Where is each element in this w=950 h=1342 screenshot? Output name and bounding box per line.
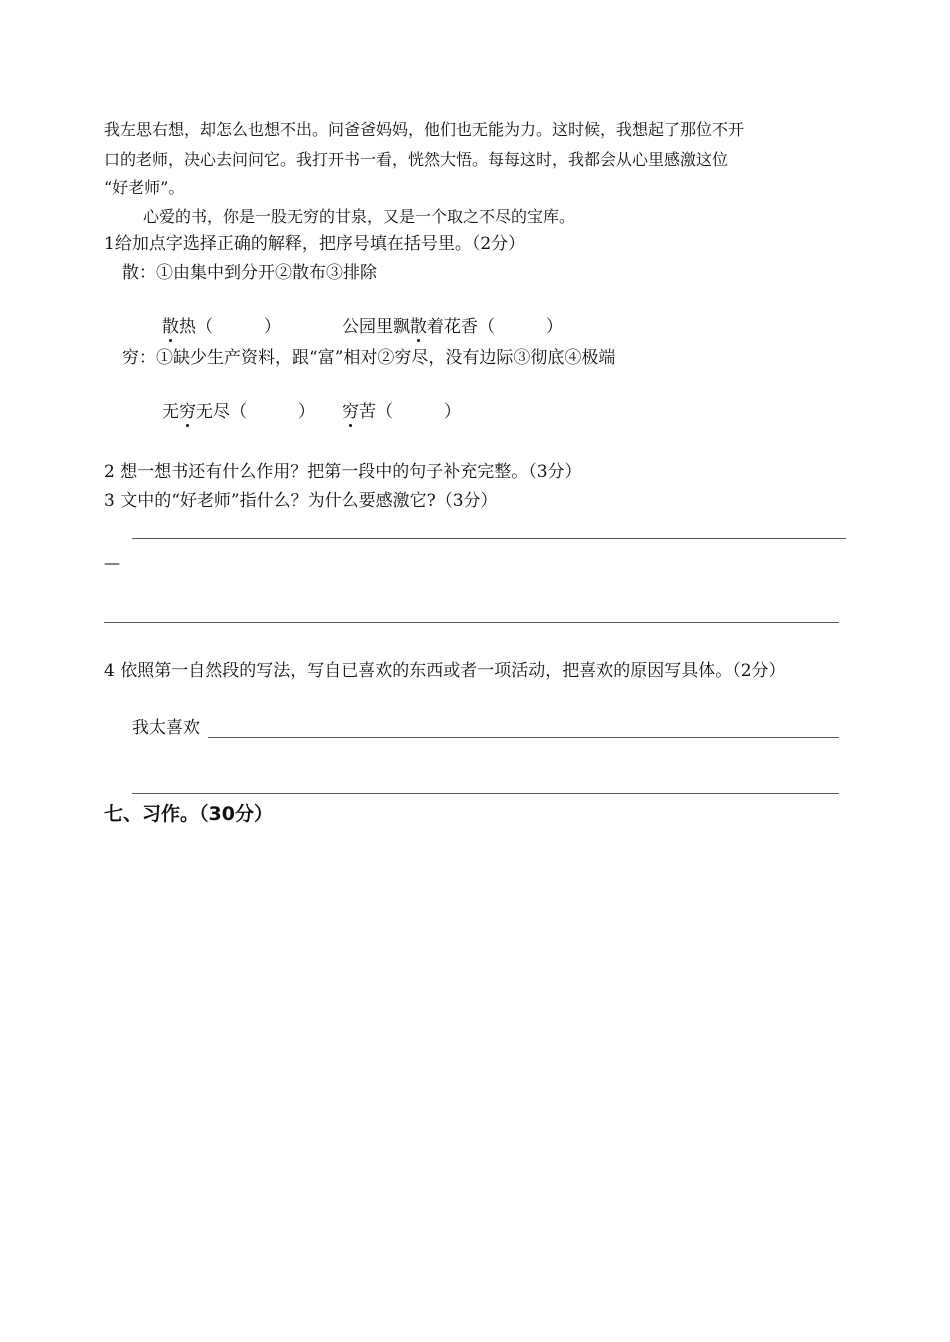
passage-line-4: 心爱的书，你是一股无穷的甘泉，又是一个取之不尽的宝库。	[143, 207, 576, 226]
qiong-definition: 穷：①缺少生产资料，跟“富”相对②穷尽，没有边际③彻底④极端	[122, 348, 616, 368]
answer-line[interactable]	[132, 793, 839, 794]
question-4-prompt: 4 依照第一自然段的写法，写自已喜欢的东西或者一项活动，把喜欢的原因写具体。（2分）	[104, 661, 786, 681]
answer-line-overflow: —	[104, 553, 120, 572]
dotted-char: 散	[410, 317, 427, 337]
question-4-starter: 我太喜欢	[132, 718, 200, 738]
san-item-1	[162, 317, 281, 337]
qiong-item-2-rest: 苦（ ）	[359, 402, 461, 422]
dotted-char: 散	[162, 317, 179, 337]
san-item-2	[342, 317, 563, 337]
passage-line-2: 口的老师，决心去问问它。我打开书一看，恍然大悟。每每这时，我都会从心里感激这位	[104, 150, 729, 169]
answer-line[interactable]	[208, 737, 839, 738]
san-definition: 散：①由集中到分开②散布③排除	[122, 263, 377, 283]
passage-line-1: 我左思右想，却怎么也想不出。问爸爸妈妈，他们也无能为力。这时候，我想起了那位不开	[104, 120, 745, 139]
answer-line[interactable]	[104, 622, 839, 623]
question-1-prompt: 1给加点字选择正确的解释，把序号填在括号里。（2分）	[104, 234, 526, 254]
san-item-2-prefix: 公园里飘	[342, 317, 410, 337]
qiong-item-1	[162, 402, 315, 422]
question-2-prompt: 2 想一想书还有什么作用？把第一段中的句子补充完整。（3分）	[104, 462, 582, 482]
passage-line-3: “好老师”。	[104, 178, 185, 197]
qiong-item-1-rest: 无尽（ ）	[196, 402, 315, 422]
dotted-char: 穷	[342, 402, 359, 422]
section-7-heading: 七、习作。（30分）	[104, 803, 273, 825]
answer-line[interactable]	[132, 538, 846, 539]
question-3-prompt: 3 文中的“好老师”指什么？为什么要感激它?（3分）	[104, 491, 498, 511]
san-item-2-rest: 着花香（ ）	[427, 317, 563, 337]
san-item-1-rest: 热（ ）	[179, 317, 281, 337]
qiong-item-2	[342, 402, 461, 422]
qiong-item-1-prefix: 无	[162, 402, 179, 422]
dotted-char: 穷	[179, 402, 196, 422]
